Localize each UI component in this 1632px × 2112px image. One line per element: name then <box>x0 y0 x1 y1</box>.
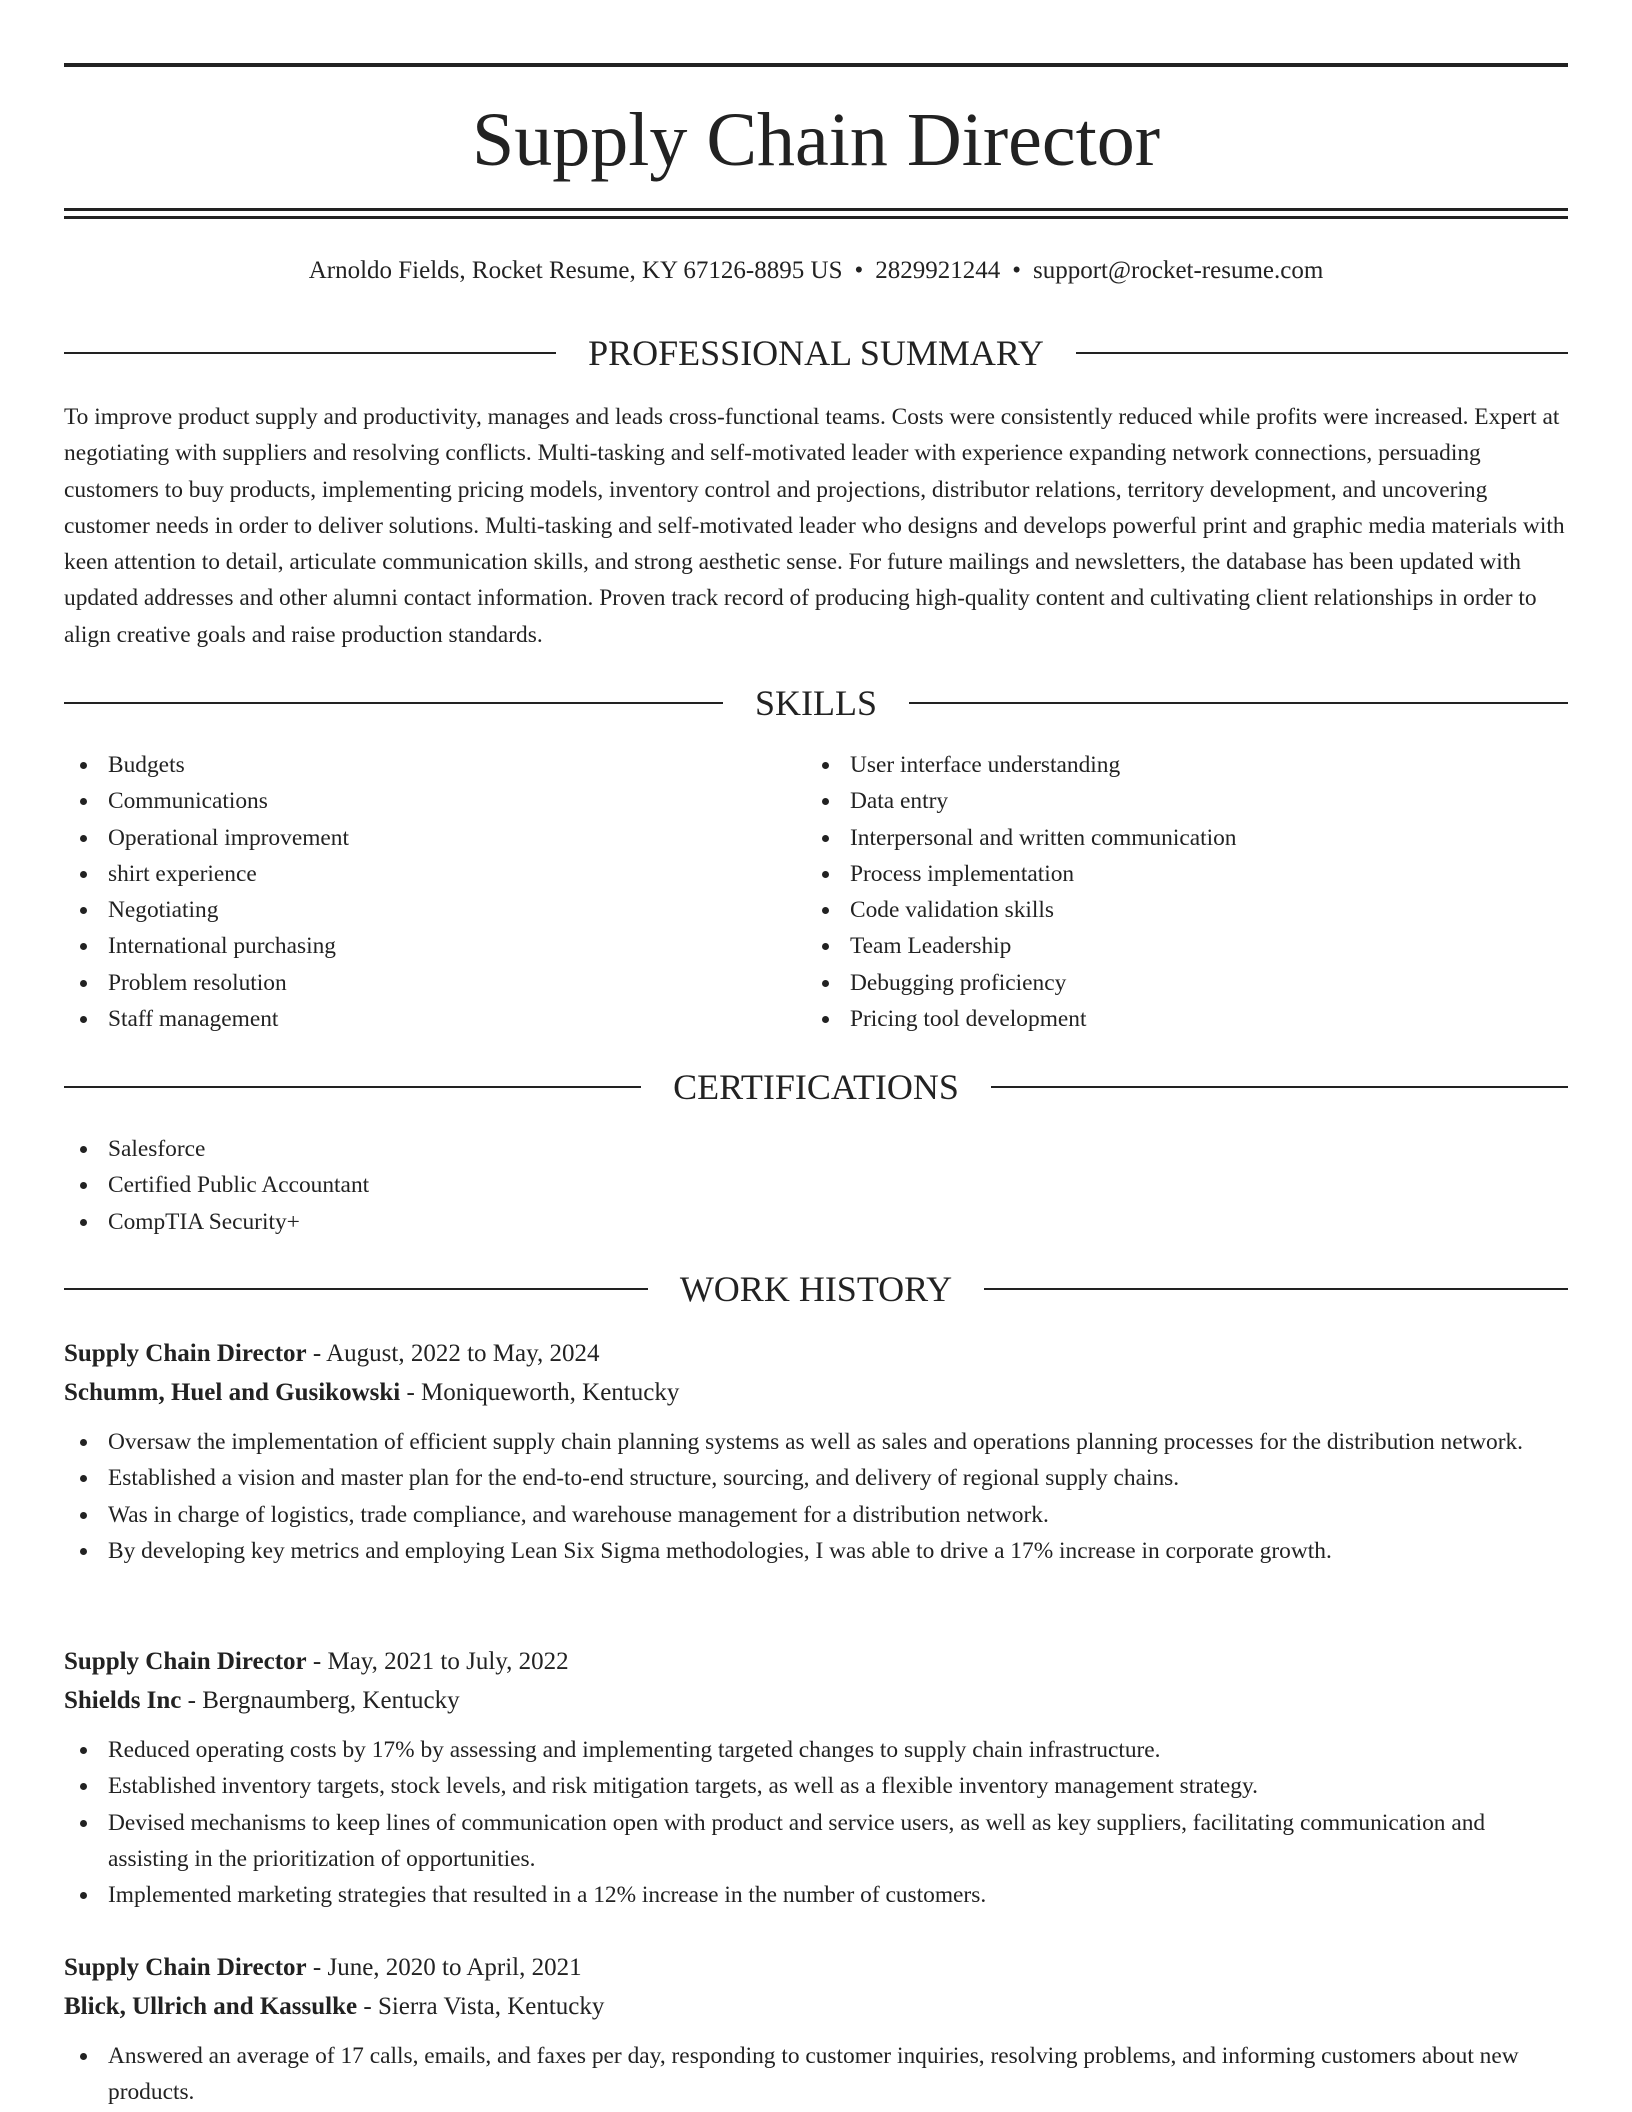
job-company-line <box>64 1373 1568 1412</box>
certifications-section-header <box>64 1067 1568 1107</box>
job-bullet: Reduced operating costs by 17% by assessing and implementing targeted changes to supply chain infrastructure. <box>64 1732 1568 1768</box>
job-bullet: By developing key metrics and employing Lean Six Sigma methodologies, I was able to drive a 17% increase in corporate growth. <box>64 1533 1568 1569</box>
job-bullets <box>64 2038 1568 2111</box>
skill-item: User interface understanding <box>806 747 1568 783</box>
job-title-line <box>64 1948 1568 1987</box>
job-title: Supply Chain Director <box>64 1954 307 1981</box>
section-rule <box>991 1086 1568 1088</box>
section-rule <box>64 352 556 354</box>
certification-item: Certified Public Accountant <box>64 1167 1568 1203</box>
skill-item: Negotiating <box>64 892 764 928</box>
job-title: Supply Chain Director <box>64 1340 307 1367</box>
job-bullet: Implemented marketing strategies that resulted in a 12% increase in the number of customers. <box>64 1877 1568 1913</box>
section-title: PROFESSIONAL SUMMARY <box>588 333 1044 373</box>
contact-phone: 2829921244 <box>875 257 1001 284</box>
skill-item: shirt experience <box>64 856 764 892</box>
job-entry <box>64 1334 1568 1569</box>
job-dates: - August, 2022 to May, 2024 <box>306 1340 600 1367</box>
job-company: Shields Inc <box>64 1687 182 1714</box>
job-bullet: Established a vision and master plan for the end-to-end structure, sourcing, and delivery of regional supply chains. <box>64 1460 1568 1496</box>
skills-list-left <box>64 747 764 1037</box>
certifications-list <box>64 1131 1568 1240</box>
contact-line <box>64 253 1568 289</box>
skill-item: Process implementation <box>806 856 1568 892</box>
job-title-line <box>64 1334 1568 1373</box>
skill-item: Pricing tool development <box>806 1001 1568 1037</box>
job-bullet: Answered an average of 17 calls, emails, and faxes per day, responding to customer inquiries, resolving problems, and informing customers about new products. <box>64 2038 1568 2111</box>
certification-item: CompTIA Security+ <box>64 1204 1568 1240</box>
job-title: Supply Chain Director <box>64 1648 307 1675</box>
skill-item: Debugging proficiency <box>806 965 1568 1001</box>
skill-item: Problem resolution <box>64 965 764 1001</box>
contact-separator: • <box>1012 257 1021 284</box>
skill-item: Budgets <box>64 747 764 783</box>
job-bullets <box>64 1424 1568 1569</box>
skill-item: Code validation skills <box>806 892 1568 928</box>
contact-separator: • <box>854 257 864 284</box>
skill-item: Interpersonal and written communication <box>806 820 1568 856</box>
job-company-line <box>64 1987 1568 2026</box>
header-double-rule <box>64 208 1568 219</box>
section-rule <box>909 702 1568 704</box>
section-rule <box>1076 352 1568 354</box>
job-location: - Sierra Vista, Kentucky <box>357 1993 605 2020</box>
job-bullet: Was in charge of logistics, trade compliance, and warehouse management for a distribution network. <box>64 1497 1568 1533</box>
skill-item: Operational improvement <box>64 820 764 856</box>
job-dates: - May, 2021 to July, 2022 <box>306 1648 569 1675</box>
job-bullet: Devised mechanisms to keep lines of communication open with product and service users, as well as key suppliers, facilitating communication and assisting in the prioritization of opportunities. <box>64 1805 1568 1878</box>
section-title: WORK HISTORY <box>679 1269 953 1309</box>
skill-item: Staff management <box>64 1001 764 1037</box>
job-bullets <box>64 1732 1568 1913</box>
job-location: - Moniqueworth, Kentucky <box>400 1379 680 1406</box>
resume-title: Supply Chain Director <box>471 98 1161 182</box>
section-rule <box>984 1288 1568 1290</box>
job-entry <box>64 1948 1568 2111</box>
section-rule <box>64 1288 648 1290</box>
job-company-line <box>64 1681 1568 1720</box>
skill-item: Team Leadership <box>806 928 1568 964</box>
contact-address: Arnoldo Fields, Rocket Resume, KY 67126-8895 US <box>308 257 843 284</box>
skills-section-header <box>64 683 1568 723</box>
skill-item: International purchasing <box>64 928 764 964</box>
skill-item: Data entry <box>806 783 1568 819</box>
job-location: - Bergnaumberg, Kentucky <box>181 1687 460 1714</box>
skill-item: Communications <box>64 783 764 819</box>
summary-section-header <box>64 333 1568 373</box>
section-rule <box>64 1086 641 1088</box>
header-top-rule <box>64 63 1568 67</box>
certification-item: Salesforce <box>64 1131 1568 1167</box>
summary-text: To improve product supply and productivity, manages and leads cross-functional teams. Costs were consistently reduced while profits were increased. Expert at negotiating with suppliers and resolving conflicts. Multi-tasking and self-motivated leader with experience expanding network connections, persuading customers to buy products, implementing pricing models, inventory control and projections, distributor relations, territory development, and uncovering customer needs in order to deliver solutions. Multi-tasking and self-motivated leader who designs and develops powerful print and graphic media materials with keen attention to detail, articulate communication skills, and strong aesthetic sense. For future mailings and newsletters, the database has been updated with updated addresses and other alumni contact information. Proven track record of producing high-quality content and cultivating client relationships in order to align creative goals and raise production standards. <box>64 404 1565 648</box>
job-entry <box>64 1642 1568 1913</box>
job-title-line <box>64 1642 1568 1681</box>
section-title: CERTIFICATIONS <box>673 1067 959 1107</box>
job-bullet: Oversaw the implementation of efficient supply chain planning systems as well as sales and operations planning processes for the distribution network. <box>64 1424 1568 1460</box>
job-company: Blick, Ullrich and Kassulke <box>64 1993 358 2020</box>
section-rule <box>64 702 723 704</box>
job-bullet: Established inventory targets, stock levels, and risk mitigation targets, as well as a flexible inventory management strategy. <box>64 1768 1568 1804</box>
skills-list-right <box>806 747 1568 1037</box>
section-title: SKILLS <box>755 683 878 723</box>
job-dates: - June, 2020 to April, 2021 <box>306 1954 582 1981</box>
contact-email: support@rocket-resume.com <box>1033 257 1324 284</box>
work-history-section-header <box>64 1269 1568 1309</box>
job-company: Schumm, Huel and Gusikowski <box>64 1379 401 1406</box>
